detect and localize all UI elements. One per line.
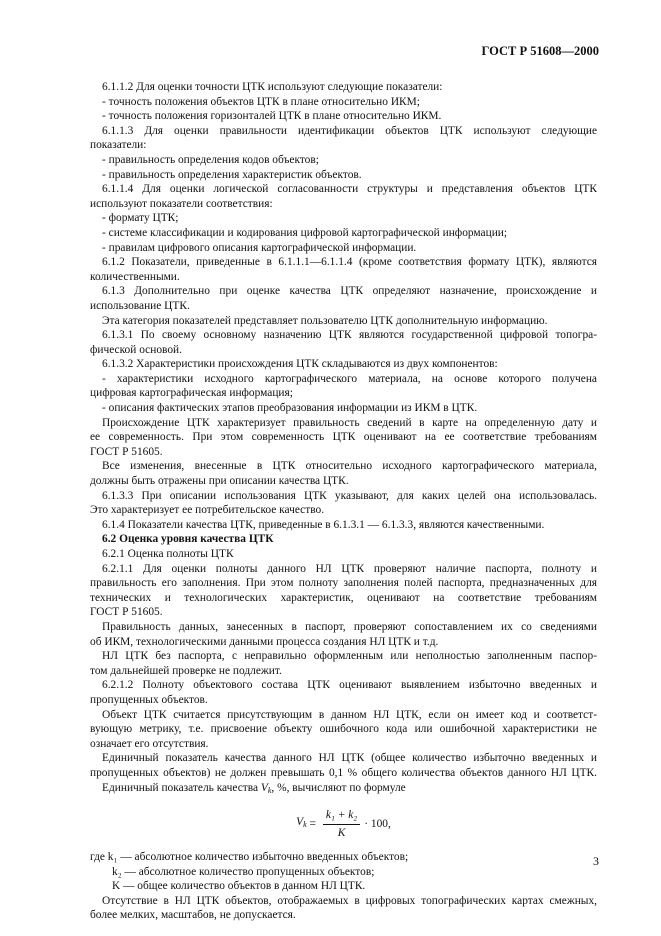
text-line: - правилам цифрового описания картографической информации. <box>102 241 417 254</box>
text-line: более мелких, масштабов, не допускается. <box>90 909 296 922</box>
text-line: - точность положения объектов ЦТК в плане относительно ИКМ; <box>102 95 420 108</box>
text-line: 6.1.1.3 Для оценки правильности идентификации объектов ЦТК используют следующие <box>102 124 597 137</box>
text-line: использование ЦТК. <box>90 299 190 312</box>
text-line: означает его отсутствия. <box>90 737 209 750</box>
text-line: Все изменения, внесенные в ЦТК относительно исходного картографического материала, <box>102 460 597 473</box>
text-line: правильность его заполнения. При этом полноту заполнения полей паспорта, предназначенных для <box>90 577 597 590</box>
text-line: 6.2.1 Оценка полноты ЦТК <box>102 548 234 560</box>
text-line: Единичный показатель качества данного НЛ ЦТК (общее количество избыточно введенных и <box>102 752 597 765</box>
text-line: k₂ — абсолютное количество пропущенных объектов; <box>112 865 375 878</box>
formula-equals: = <box>306 817 319 830</box>
text-line: 6.2 Оценка уровня качества ЦТК <box>102 533 274 546</box>
text-line: ее современность. При этом современность ЦТК оценивают на ее соответствие требованиям <box>90 431 597 444</box>
text-line: 6.2.1.1 Для оценки полноты данного НЛ ЦТК проверяют наличие паспорта, полноту и <box>102 562 597 575</box>
page-number: 3 <box>593 854 599 868</box>
formula-denominator: K <box>337 826 346 839</box>
text-line: ГОСТ Р 51605. <box>90 606 163 619</box>
text-line: Эта категория показателей представляет пользователю ЦТК дополнительную информацию. <box>102 314 548 327</box>
text-line: пропущенных объектов. <box>90 693 208 706</box>
text-line: 6.1.3.2 Характеристики происхождения ЦТК складываются из двух компонентов: <box>102 358 498 371</box>
text-line: 6.1.3 Дополнительно при оценке качества ЦТК определяют назначение, происхождение и <box>102 285 597 298</box>
text-line: 6.1.3.1 По своему основному назначению ЦТК являются государственной цифровой топогра- <box>102 329 597 342</box>
text-line: Правильность данных, занесенных в паспорт, проверяют сопоставлением их со сведениями <box>102 620 597 633</box>
variable-vk: $V_k$ <box>260 781 272 795</box>
text-line: Объект ЦТК считается присутствующим в данном НЛ ЦТК, если он имеет код и соответст- <box>102 708 597 721</box>
text-line: количественными. <box>90 270 180 283</box>
formula-fraction <box>323 808 360 840</box>
text-line: том дальнейшей проверке не подлежит. <box>90 664 282 677</box>
formula-numerator: k₁ + k₂ <box>323 808 360 825</box>
formula-rhs: · 100, <box>364 817 391 830</box>
text-line: пропущенных объектов) не должен превышать 0,1 % общего количества объектов данного НЛ ЦТК. <box>90 766 597 779</box>
text-line: цифровая картографическая информация; <box>90 387 293 400</box>
text-line: Единичный показатель качества $V_k$, %, вычисляют по формуле <box>102 781 406 795</box>
text-line: - описания фактических этапов преобразования информации из ИКМ в ЦТК. <box>102 402 478 415</box>
formula <box>90 804 597 844</box>
text-line: - правильность определения кодов объектов; <box>102 153 319 166</box>
document-header: ГОСТ Р 51608—2000 <box>481 44 599 58</box>
text-line: используют показатели соответствия: <box>90 197 273 210</box>
text-line: 6.1.1.4 Для оценки логической согласованности структуры и представления объектов ЦТК <box>102 183 597 196</box>
text-line: - точность положения горизонталей ЦТК в плане относительно ИКМ. <box>102 110 442 123</box>
text-line: 6.1.4 Показатели качества ЦТК, приведенные в 6.1.3.1 — 6.1.3.3, являются качественными. <box>102 518 545 531</box>
text-line: 6.1.3.3 При описании использования ЦТК указывают, для каких целей она использовалась. <box>102 489 597 502</box>
text-line: - правильность определения характеристик объектов. <box>102 168 362 181</box>
document-body <box>90 80 597 923</box>
text-line: показатели: <box>90 139 147 152</box>
text-line: - системе классификации и кодирования цифровой картографической информации; <box>102 226 508 239</box>
text-line: - формату ЦТК; <box>102 212 179 225</box>
text-line: об ИКМ, технологическими данными процесса создания НЛ ЦТК и т.д. <box>90 635 439 648</box>
text-line: должны быть отражены при описании качества ЦТК. <box>90 475 349 488</box>
text-line: K — общее количество объектов в данном НЛ ЦТК. <box>112 880 366 893</box>
text-line: Отсутствие в НЛ ЦТК объектов, отображаемых в цифровых топографических картах смежных, <box>102 894 597 907</box>
text-line: НЛ ЦТК без паспорта, с неправильно оформленным или неполностью заполненным паспор- <box>102 650 597 663</box>
text-line: фической основой. <box>90 343 182 356</box>
text-line: 6.1.1.2 Для оценки точности ЦТК используют следующие показатели: <box>102 81 443 93</box>
formula-lhs: $V_k$ <box>296 816 307 830</box>
text-line: 6.2.1.2 Полноту объектового состава ЦТК оценивают выявлением избыточно введенных и <box>102 679 597 692</box>
text-line: Происхождение ЦТК характеризует правильность сведений в карте на определенную дату и <box>102 416 597 429</box>
text-line: - характеристики исходного картографического материала, на основе которого получена <box>102 372 597 385</box>
text-line: Это характеризует ее потребительское качество. <box>90 504 325 517</box>
text-line: 6.1.2 Показатели, приведенные в 6.1.1.1—6.1.1.4 (кроме соответствия формату ЦТК), являются <box>102 256 597 269</box>
text-line: вующую метрику, т.е. присвоение объекту ошибочного кода или ошибочной характеристики не <box>90 723 597 736</box>
text-line: технических и технологических характеристик, оценивают на соответствие требованиям <box>90 591 597 604</box>
text-line: ГОСТ Р 51605. <box>90 445 163 458</box>
text-line: где k₁ — абсолютное количество избыточно введенных объектов; <box>90 851 409 864</box>
